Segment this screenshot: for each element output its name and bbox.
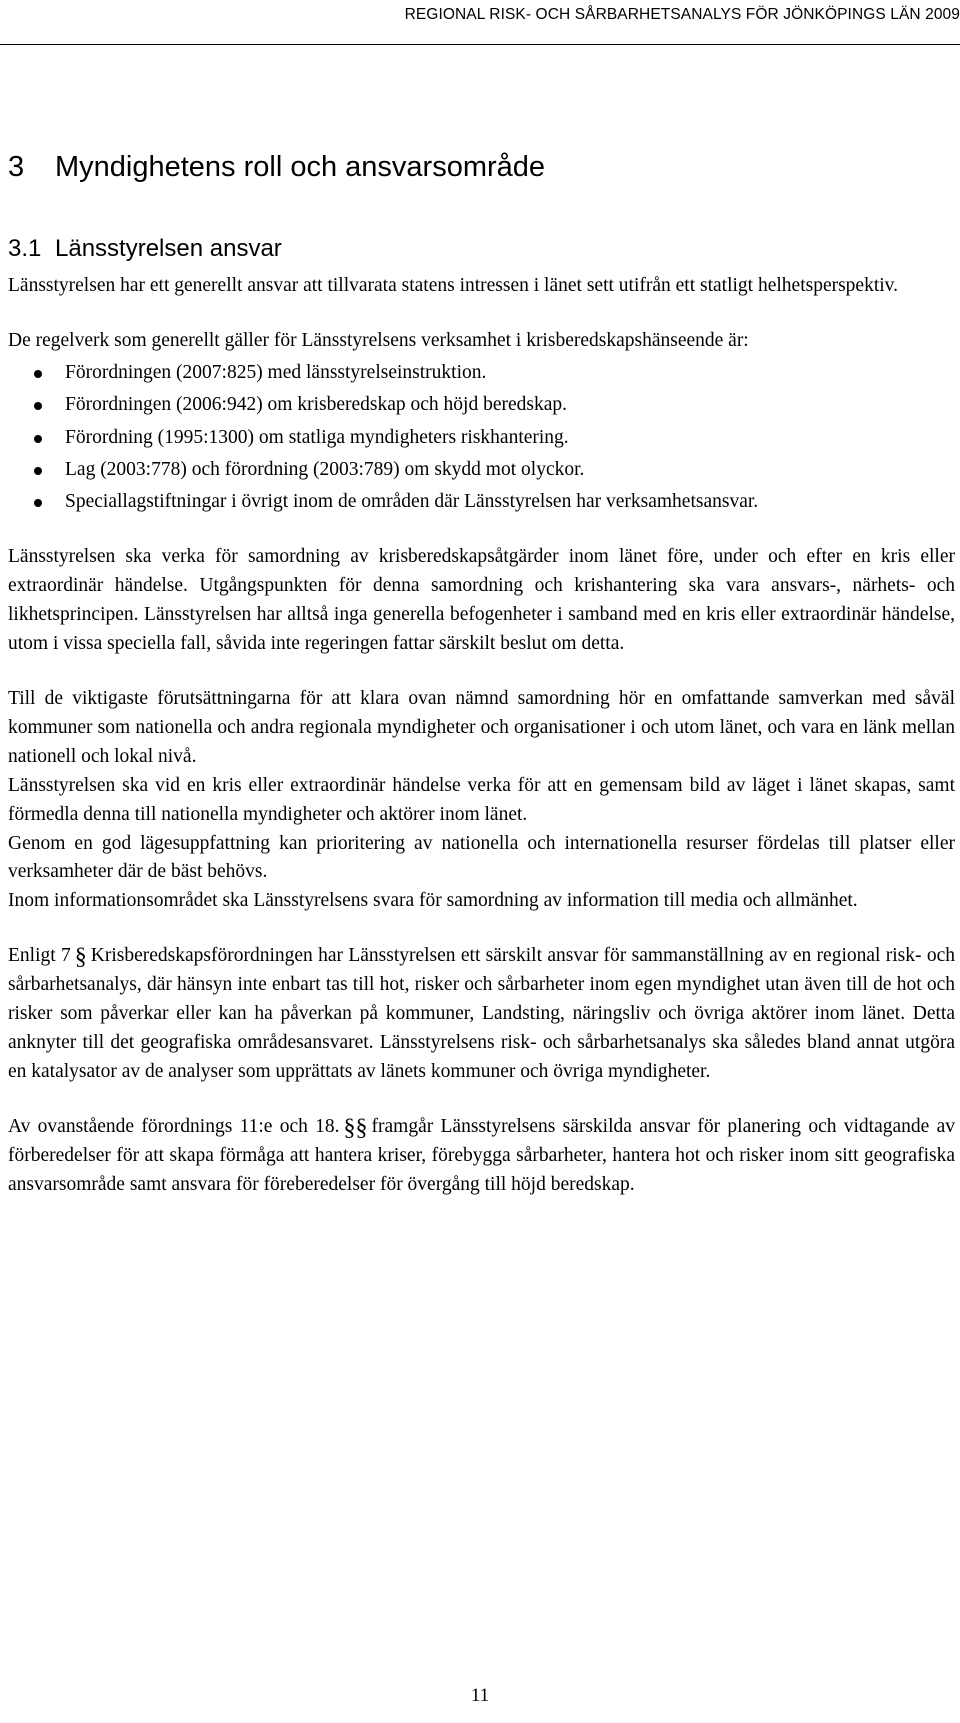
header-rule xyxy=(0,44,960,45)
bullet-icon xyxy=(34,499,42,507)
list-item: Lag (2003:778) och förordning (2003:789) om skydd mot olyckor. xyxy=(65,456,955,485)
section-heading xyxy=(8,234,955,264)
paragraph-coordination: Länsstyrelsen ska verka för samordning av krisberedskapsåtgärder inom länet före, under och efter en kris eller extraordinär händelse. Utgångspunkten för denna samordning och krishantering ska vara ansvars-, närhets- och likhetsprincipen. Länsstyrelsen har alltså inga generella befogenheter i samband med en kris eller extraordinär händelse, utom i vissa speciella fall, såvida inte regeringen fattar särskilt beslut om detta. xyxy=(8,546,955,655)
header-title: REGIONAL RISK- OCH SÅRBARHETSANALYS FÖR JÖNKÖPINGS LÄN 2009 xyxy=(404,6,960,23)
paragraph-special-responsibility: Av ovanstående förordnings 11:e och 18. §§ framgår Länsstyrelsens särskilda ansvar för planering och vidtagande av förberedelser för att skapa förmåga att hantera kriser, förebygga sårbarheter, hantera hot och risker inom sitt geografiska ansvarsområde samt ansvara för föreberedelser för övergång till höjd beredskap. xyxy=(8,1114,955,1195)
list-item: Förordningen (2006:942) om krisberedskap och höjd beredskap. xyxy=(65,391,955,420)
chapter-number: 3 xyxy=(8,151,25,183)
section-number: 3.1 xyxy=(8,235,42,262)
chapter-title: Myndighetens roll och ansvarsområde xyxy=(55,151,546,183)
page-number: 11 xyxy=(470,1685,490,1706)
section-sign-icon: § xyxy=(74,944,87,971)
page-content xyxy=(8,148,955,1199)
regulations-list xyxy=(8,359,955,518)
list-item: Förordningen (2007:825) med länsstyrelseinstruktion. xyxy=(65,359,955,388)
paragraph-group-cooperation xyxy=(8,685,955,916)
bullet-icon xyxy=(34,435,42,443)
paragraph-situational-picture: Länsstyrelsen ska vid en kris eller extraordinär händelse verka för att en gemensam bild av läget i länet skapas, samt förmedla denna till nationella myndigheter och aktörer inom länet. xyxy=(8,774,955,825)
chapter-heading xyxy=(8,148,955,186)
running-header xyxy=(0,0,960,46)
paragraph-regulations-intro: De regelverk som generellt gäller för Länsstyrelsens verksamhet i krisberedskapshänseende är: xyxy=(8,329,749,351)
section-sign-icon: §§ xyxy=(343,1114,368,1141)
paragraph-risk-analysis: Enligt 7 § Krisberedskapsförordningen har Länsstyrelsen ett särskilt ansvar för sammanställning av en regional risk- och sårbarhetsanalys, där hänsyn inte enbart tas till hot, risker och sårbarheter inom egen myndighet utan även till de hot och risker som påverkar eller kan ha påverkan på kommuner, Landsting, näringsliv och övriga aktörer inom länet. Detta anknyter till det geografiska områdesansvaret. Länsstyrelsens risk- och sårbarhetsanalys ska således bland annat utgöra en katalysator av de analyser som upprättats av länets kommuner och övriga myndigheter. xyxy=(8,944,955,1082)
list-item: Förordning (1995:1300) om statliga myndigheters riskhantering. xyxy=(65,424,955,453)
bullet-icon xyxy=(34,370,42,378)
paragraph-resource-priority: Genom en god lägesuppfattning kan prioritering av nationella och internationella resurser fördelas till platser eller verksamheter där de bäst behövs. xyxy=(8,832,955,883)
section-title: Länsstyrelsen ansvar xyxy=(55,235,282,262)
paragraph-general-responsibility: Länsstyrelsen har ett generellt ansvar att tillvarata statens intressen i länet sett utifrån ett statligt helhetsperspektiv. xyxy=(8,275,899,296)
paragraph-cooperation: Till de viktigaste förutsättningarna för att klara ovan nämnd samordning hör en omfattande samverkan med såväl kommuner som nationella och andra regionala myndigheter och organisationer i och utom länet, och vara en länk mellan nationell och lokal nivå. xyxy=(8,687,955,767)
bullet-icon xyxy=(34,467,42,475)
list-item: Speciallagstiftningar i övrigt inom de områden där Länsstyrelsen har verksamhetsansvar. xyxy=(65,488,955,517)
bullet-icon xyxy=(34,402,42,410)
paragraph-information: Inom informationsområdet ska Länsstyrelsens svara för samordning av information till media och allmänhet. xyxy=(8,890,858,912)
